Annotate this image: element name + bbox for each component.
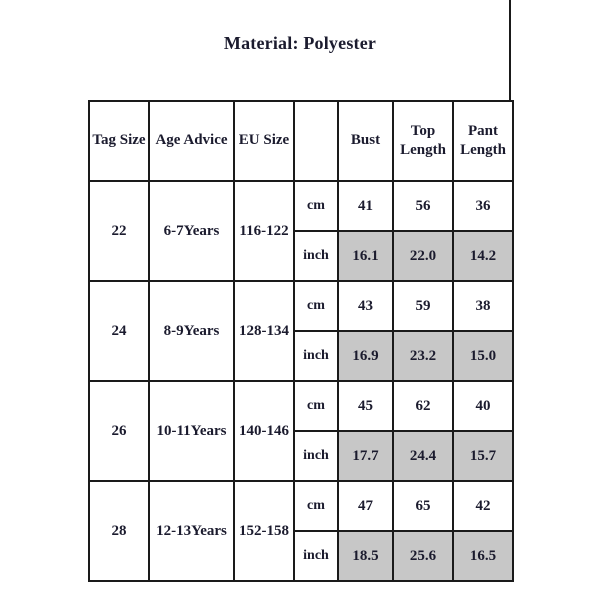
bust-inch-value: 16.9 bbox=[338, 331, 393, 381]
bust-inch-value: 18.5 bbox=[338, 531, 393, 581]
header-eu-size: EU Size bbox=[234, 101, 294, 181]
top-length-inch-value: 23.2 bbox=[393, 331, 453, 381]
top-length-cm-value: 62 bbox=[393, 381, 453, 431]
top-length-cm-value: 59 bbox=[393, 281, 453, 331]
top-length-cm-value: 56 bbox=[393, 181, 453, 231]
pant-length-inch-value: 14.2 bbox=[453, 231, 513, 281]
age-advice-cell: 12-13Years bbox=[149, 481, 234, 581]
tag-size-cell: 24 bbox=[89, 281, 149, 381]
eu-size-cell: 140-146 bbox=[234, 381, 294, 481]
eu-size-cell: 116-122 bbox=[234, 181, 294, 281]
top-length-inch-value: 24.4 bbox=[393, 431, 453, 481]
header-pant-length: Pant Length bbox=[453, 101, 513, 181]
bust-inch-value: 16.1 bbox=[338, 231, 393, 281]
unit-label-cm: cm bbox=[294, 381, 338, 431]
pant-length-cm-value: 40 bbox=[453, 381, 513, 431]
tag-size-cell: 28 bbox=[89, 481, 149, 581]
age-advice-cell: 10-11Years bbox=[149, 381, 234, 481]
pant-length-inch-value: 16.5 bbox=[453, 531, 513, 581]
bust-cm-value: 47 bbox=[338, 481, 393, 531]
header-bust: Bust bbox=[338, 101, 393, 181]
bust-inch-value: 17.7 bbox=[338, 431, 393, 481]
pant-length-inch-value: 15.7 bbox=[453, 431, 513, 481]
row-28-cm bbox=[89, 481, 513, 531]
bust-cm-value: 43 bbox=[338, 281, 393, 331]
header-top-length: Top Length bbox=[393, 101, 453, 181]
unit-label-inch: inch bbox=[294, 431, 338, 481]
header-row bbox=[89, 101, 513, 181]
tag-size-cell: 22 bbox=[89, 181, 149, 281]
tag-size-cell: 26 bbox=[89, 381, 149, 481]
top-length-inch-value: 22.0 bbox=[393, 231, 453, 281]
pant-length-cm-value: 36 bbox=[453, 181, 513, 231]
material-title: Material: Polyester bbox=[223, 33, 377, 53]
size-chart-table bbox=[88, 100, 514, 582]
bust-cm-value: 41 bbox=[338, 181, 393, 231]
bust-cm-value: 45 bbox=[338, 381, 393, 431]
eu-size-cell: 152-158 bbox=[234, 481, 294, 581]
unit-label-cm: cm bbox=[294, 281, 338, 331]
pant-length-cm-value: 42 bbox=[453, 481, 513, 531]
row-22-cm bbox=[89, 181, 513, 231]
age-advice-cell: 8-9Years bbox=[149, 281, 234, 381]
top-length-cm-value: 65 bbox=[393, 481, 453, 531]
pant-length-cm-value: 38 bbox=[453, 281, 513, 331]
row-24-cm bbox=[89, 281, 513, 331]
eu-size-cell: 128-134 bbox=[234, 281, 294, 381]
unit-label-cm: cm bbox=[294, 481, 338, 531]
unit-label-inch: inch bbox=[294, 231, 338, 281]
header-unit bbox=[294, 101, 338, 181]
header-age-advice: Age Advice bbox=[149, 101, 234, 181]
row-26-cm bbox=[89, 381, 513, 431]
unit-label-inch: inch bbox=[294, 331, 338, 381]
top-length-inch-value: 25.6 bbox=[393, 531, 453, 581]
pant-length-inch-value: 15.0 bbox=[453, 331, 513, 381]
header-tag-size: Tag Size bbox=[89, 101, 149, 181]
age-advice-cell: 6-7Years bbox=[149, 181, 234, 281]
unit-label-cm: cm bbox=[294, 181, 338, 231]
unit-label-inch: inch bbox=[294, 531, 338, 581]
